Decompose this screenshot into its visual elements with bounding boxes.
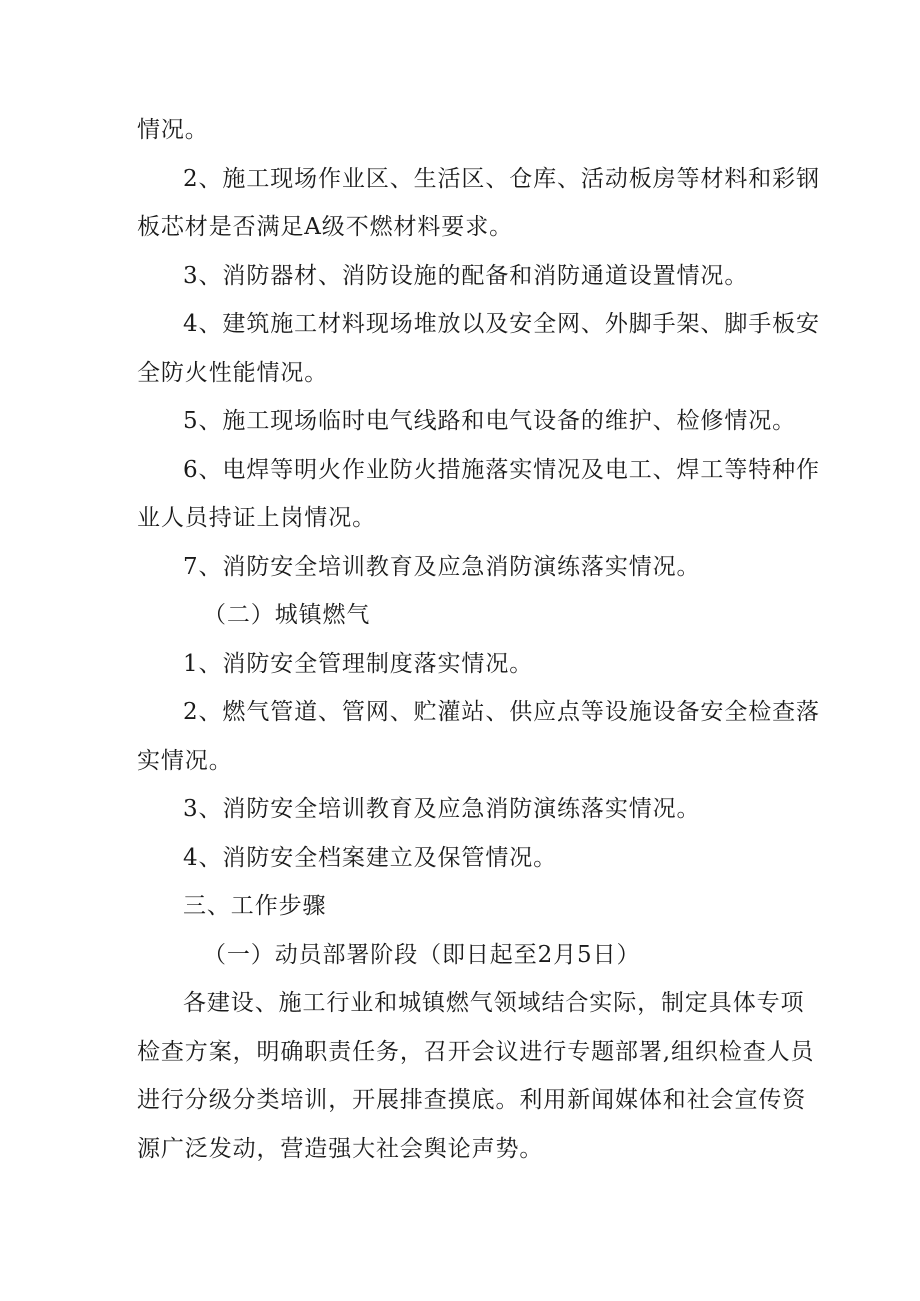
paragraph-line: 全防火性能情况。 [137, 359, 329, 386]
paragraph-line: 板芯材是否满足A级不燃材料要求。 [137, 214, 514, 240]
paragraph-line: 6、电焊等明火作业防火措施落实情况及电工、焊工等特种作 [183, 456, 820, 483]
paragraph-line: 5、施工现场临时电气线路和电气设备的维护、检修情况。 [183, 408, 797, 434]
paragraph-line: 进行分级分类培训，开展排查摸底。利用新闻媒体和社会宣传资 [137, 1087, 807, 1113]
paragraph-line: 3、消防安全培训教育及应急消防演练落实情况。 [183, 796, 701, 822]
paragraph-line: 2、燃气管道、管网、贮灌站、供应点等设施设备安全检查落 [183, 699, 820, 725]
paragraph-line: 7、消防安全培训教育及应急消防演练落实情况。 [183, 553, 701, 580]
section-heading: 三、工作步骤 [183, 893, 327, 919]
document-body [137, 106, 820, 1173]
paragraph-line: 3、消防器材、消防设施的配备和消防通道设置情况。 [183, 262, 749, 289]
paragraph-line: 1、消防安全管理制度落实情况。 [183, 650, 534, 677]
paragraph-line: 源广泛发动，营造强大社会舆论声势。 [137, 1135, 544, 1162]
paragraph-line: 各建设、施工行业和城镇燃气领域结合实际，制定具体专项 [183, 990, 805, 1016]
paragraph-line: 检查方案，明确职责任务，召开会议进行专题部署,组织检查人员 [137, 1038, 815, 1065]
paragraph-line: 业人员持证上岗情况。 [137, 505, 376, 531]
paragraph-line: 情况。 [137, 117, 209, 143]
paragraph-line: 实情况。 [137, 747, 233, 774]
paragraph-line: 2、施工现场作业区、生活区、仓库、活动板房等材料和彩钢 [183, 165, 820, 192]
paragraph-line: 4、建筑施工材料现场堆放以及安全网、外脚手架、脚手板安 [183, 311, 820, 337]
paragraph-line: 4、消防安全档案建立及保管情况。 [183, 844, 558, 871]
section-heading: （二）城镇燃气 [203, 602, 371, 628]
section-heading: （一）动员部署阶段（即日起至2月5日） [203, 941, 641, 968]
